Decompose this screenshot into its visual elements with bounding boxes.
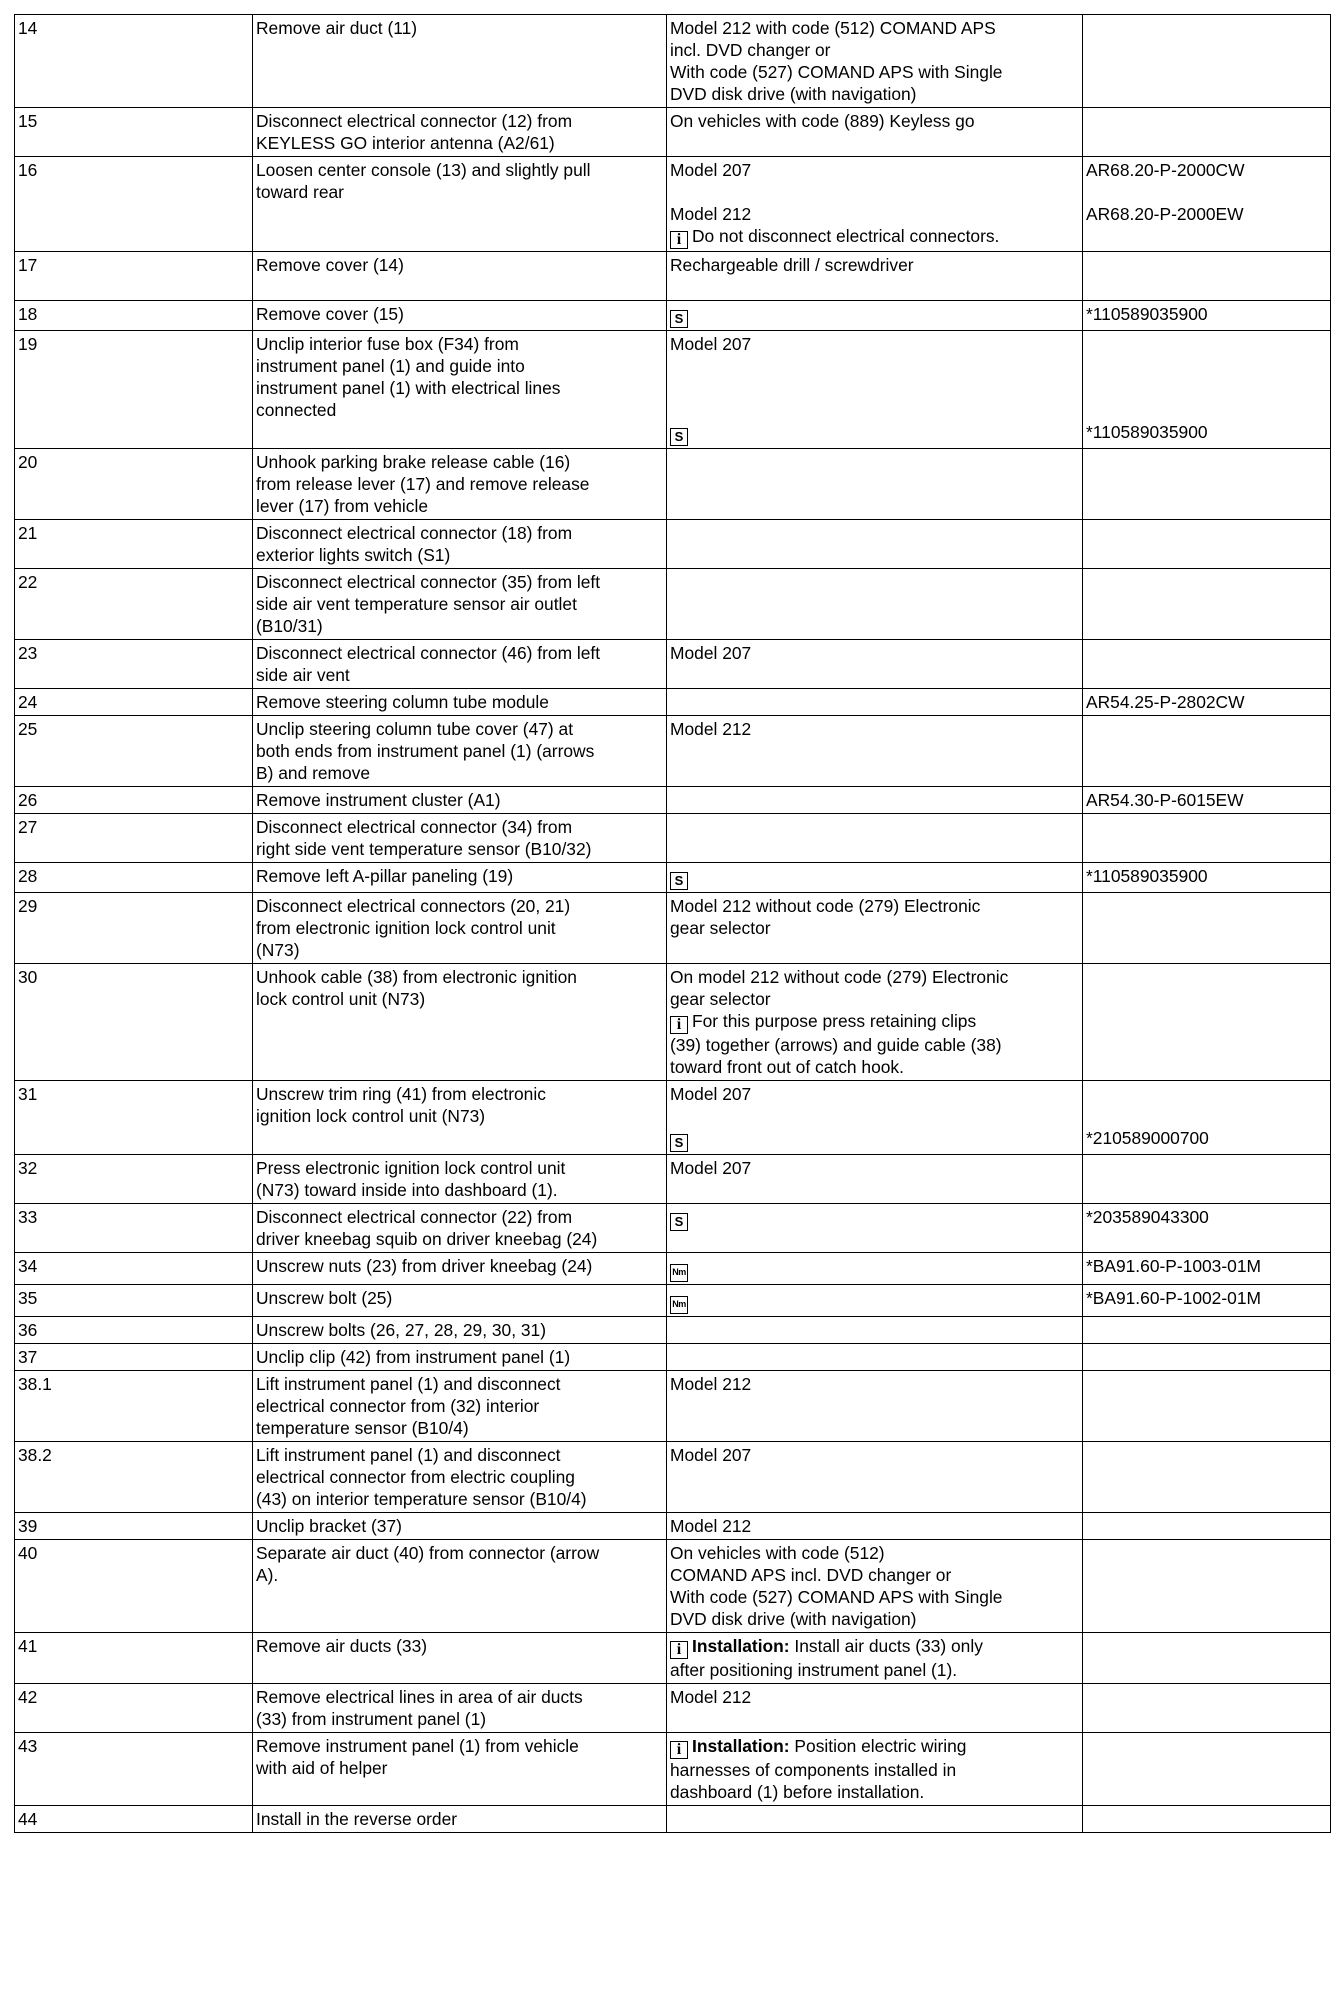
cell-line bbox=[670, 1206, 1079, 1231]
operation-line: side air vent temperature sensor air outlet bbox=[256, 594, 577, 614]
operation-cell bbox=[253, 640, 667, 689]
operation-cell bbox=[253, 1442, 667, 1513]
blank-line bbox=[1086, 377, 1327, 399]
note-cell bbox=[667, 1540, 1083, 1633]
note-cell bbox=[667, 716, 1083, 787]
note-cell bbox=[667, 1806, 1083, 1833]
reference-cell bbox=[1083, 1155, 1331, 1204]
operation-cell bbox=[253, 814, 667, 863]
operation-line: Remove electrical lines in area of air ducts bbox=[256, 1687, 583, 1707]
note-cell bbox=[667, 1442, 1083, 1513]
blank-line bbox=[670, 1105, 1079, 1127]
operation-line: Unhook parking brake release cable (16) bbox=[256, 452, 571, 472]
blank-line bbox=[1086, 355, 1327, 377]
table-row bbox=[15, 1806, 1331, 1833]
reference-cell bbox=[1083, 863, 1331, 893]
reference-cell bbox=[1083, 1285, 1331, 1317]
cell-line: AR54.30-P-6015EW bbox=[1086, 790, 1244, 810]
operation-cell bbox=[253, 1684, 667, 1733]
cell-line: *110589035900 bbox=[1086, 304, 1208, 324]
note-cell bbox=[667, 108, 1083, 157]
reference-cell bbox=[1083, 1442, 1331, 1513]
cell-line: incl. DVD changer or bbox=[670, 40, 831, 60]
operation-cell bbox=[253, 1371, 667, 1442]
step-number: 19 bbox=[15, 331, 253, 449]
note-cell bbox=[667, 1513, 1083, 1540]
operation-cell bbox=[253, 1733, 667, 1806]
table-row bbox=[15, 1442, 1331, 1513]
note-cell bbox=[667, 1344, 1083, 1371]
reference-cell bbox=[1083, 520, 1331, 569]
operation-line: (N73) toward inside into dashboard (1). bbox=[256, 1180, 558, 1200]
operation-cell bbox=[253, 863, 667, 893]
table-row bbox=[15, 1633, 1331, 1684]
reference-cell bbox=[1083, 1204, 1331, 1253]
procedure-rows bbox=[15, 15, 1331, 1833]
operation-line: (N73) bbox=[256, 940, 300, 960]
operation-line: Disconnect electrical connector (35) from left bbox=[256, 572, 601, 592]
note-cell bbox=[667, 252, 1083, 301]
reference-cell bbox=[1083, 1371, 1331, 1442]
blank-line bbox=[670, 377, 1079, 399]
special-tool-icon: S bbox=[670, 310, 688, 328]
operation-cell bbox=[253, 1204, 667, 1253]
cell-line: dashboard (1) before installation. bbox=[670, 1782, 925, 1802]
blank-line bbox=[1086, 399, 1327, 421]
cell-line: (39) together (arrows) and guide cable (38) bbox=[670, 1035, 1002, 1055]
cell-line: On vehicles with code (889) Keyless go bbox=[670, 111, 975, 131]
operation-cell bbox=[253, 252, 667, 301]
operation-cell bbox=[253, 1633, 667, 1684]
operation-cell bbox=[253, 1081, 667, 1155]
operation-line: ignition lock control unit (N73) bbox=[256, 1106, 486, 1126]
operation-line: A). bbox=[256, 1565, 279, 1585]
table-row bbox=[15, 1285, 1331, 1317]
operation-line: driver kneebag squib on driver kneebag (24) bbox=[256, 1229, 598, 1249]
note-cell bbox=[667, 1317, 1083, 1344]
table-row bbox=[15, 716, 1331, 787]
step-number: 35 bbox=[15, 1285, 253, 1317]
reference-cell bbox=[1083, 1081, 1331, 1155]
cell-line: *203589043300 bbox=[1086, 1207, 1209, 1227]
note-cell bbox=[667, 640, 1083, 689]
operation-cell bbox=[253, 1155, 667, 1204]
step-number: 39 bbox=[15, 1513, 253, 1540]
cell-line: DVD disk drive (with navigation) bbox=[670, 84, 917, 104]
table-row bbox=[15, 252, 1331, 301]
reference-cell bbox=[1083, 449, 1331, 520]
info-icon: i bbox=[670, 1641, 688, 1659]
reference-cell bbox=[1083, 252, 1331, 301]
operation-line: KEYLESS GO interior antenna (A2/61) bbox=[256, 133, 555, 153]
operation-line: Unclip steering column tube cover (47) at bbox=[256, 719, 574, 739]
reference-cell bbox=[1083, 964, 1331, 1081]
step-number: 38.1 bbox=[15, 1371, 253, 1442]
operation-cell bbox=[253, 1513, 667, 1540]
step-number: 38.2 bbox=[15, 1442, 253, 1513]
step-number: 21 bbox=[15, 520, 253, 569]
note-cell bbox=[667, 964, 1083, 1081]
reference-cell bbox=[1083, 1513, 1331, 1540]
step-number: 36 bbox=[15, 1317, 253, 1344]
step-number: 15 bbox=[15, 108, 253, 157]
operation-cell bbox=[253, 331, 667, 449]
operation-line: side air vent bbox=[256, 665, 350, 685]
step-number: 16 bbox=[15, 157, 253, 252]
operation-line: Lift instrument panel (1) and disconnect bbox=[256, 1374, 561, 1394]
operation-line: electrical connector from electric coupling bbox=[256, 1467, 575, 1487]
step-number: 26 bbox=[15, 787, 253, 814]
table-row bbox=[15, 814, 1331, 863]
operation-line: Unscrew trim ring (41) from electronic bbox=[256, 1084, 546, 1104]
operation-line: Remove cover (14) bbox=[256, 255, 404, 275]
cell-line bbox=[670, 1127, 1079, 1152]
note-cell bbox=[667, 689, 1083, 716]
operation-line: Unhook cable (38) from electronic ignition bbox=[256, 967, 577, 987]
note-cell bbox=[667, 787, 1083, 814]
note-cell bbox=[667, 1733, 1083, 1806]
cell-line: Model 207 bbox=[670, 334, 752, 354]
note-cell bbox=[667, 449, 1083, 520]
operation-line: (33) from instrument panel (1) bbox=[256, 1709, 487, 1729]
operation-cell bbox=[253, 893, 667, 964]
cell-line: i Installation: Install air ducts (33) only bbox=[670, 1635, 1079, 1659]
step-number: 23 bbox=[15, 640, 253, 689]
torque-icon: Nm bbox=[670, 1296, 688, 1314]
operation-line: Unclip clip (42) from instrument panel (1) bbox=[256, 1347, 571, 1367]
operation-line: from electronic ignition lock control unit bbox=[256, 918, 556, 938]
cell-line: i Do not disconnect electrical connectors. bbox=[670, 225, 1079, 249]
reference-cell bbox=[1083, 1317, 1331, 1344]
table-row bbox=[15, 1253, 1331, 1285]
table-row bbox=[15, 331, 1331, 449]
operation-line: Press electronic ignition lock control unit bbox=[256, 1158, 566, 1178]
note-cell bbox=[667, 520, 1083, 569]
note-cell bbox=[667, 893, 1083, 964]
step-number: 29 bbox=[15, 893, 253, 964]
blank-line bbox=[670, 399, 1079, 421]
table-row bbox=[15, 863, 1331, 893]
reference-cell bbox=[1083, 1633, 1331, 1684]
step-number: 31 bbox=[15, 1081, 253, 1155]
operation-line: Disconnect electrical connector (22) from bbox=[256, 1207, 573, 1227]
blank-line bbox=[1086, 1083, 1327, 1105]
operation-line: Loosen center console (13) and slightly pull bbox=[256, 160, 591, 180]
table-row bbox=[15, 640, 1331, 689]
operation-line: Remove steering column tube module bbox=[256, 692, 549, 712]
table-row bbox=[15, 1081, 1331, 1155]
blank-line bbox=[670, 276, 1079, 298]
cell-line bbox=[670, 1287, 1079, 1314]
table-row bbox=[15, 1684, 1331, 1733]
cell-line: With code (527) COMAND APS with Single bbox=[670, 62, 1003, 82]
cell-line: Model 207 bbox=[670, 643, 752, 663]
torque-icon: Nm bbox=[670, 1264, 688, 1282]
operation-line: Disconnect electrical connector (12) from bbox=[256, 111, 573, 131]
operation-line: Remove air duct (11) bbox=[256, 18, 418, 38]
procedure-table bbox=[14, 14, 1331, 1833]
blank-line bbox=[1086, 1105, 1327, 1127]
operation-cell bbox=[253, 1317, 667, 1344]
operation-line: electrical connector from (32) interior bbox=[256, 1396, 540, 1416]
cell-line bbox=[670, 421, 1079, 446]
cell-line: COMAND APS incl. DVD changer or bbox=[670, 1565, 952, 1585]
installation-label: Installation: bbox=[692, 1736, 790, 1756]
operation-line: Disconnect electrical connector (46) from left bbox=[256, 643, 601, 663]
table-row bbox=[15, 1155, 1331, 1204]
table-row bbox=[15, 1344, 1331, 1371]
step-number: 18 bbox=[15, 301, 253, 331]
operation-line: exterior lights switch (S1) bbox=[256, 545, 451, 565]
step-number: 25 bbox=[15, 716, 253, 787]
note-cell bbox=[667, 15, 1083, 108]
reference-cell bbox=[1083, 1733, 1331, 1806]
special-tool-icon: S bbox=[670, 428, 688, 446]
cell-line: Model 207 bbox=[670, 1158, 752, 1178]
operation-cell bbox=[253, 157, 667, 252]
operation-cell bbox=[253, 716, 667, 787]
table-row bbox=[15, 569, 1331, 640]
reference-cell bbox=[1083, 1344, 1331, 1371]
operation-cell bbox=[253, 689, 667, 716]
operation-cell bbox=[253, 1540, 667, 1633]
cell-line: Model 212 bbox=[670, 204, 752, 224]
table-row bbox=[15, 520, 1331, 569]
cell-line: Model 212 bbox=[670, 1516, 752, 1536]
cell-line: AR68.20-P-2000EW bbox=[1086, 204, 1244, 224]
operation-cell bbox=[253, 569, 667, 640]
note-cell bbox=[667, 1081, 1083, 1155]
reference-cell bbox=[1083, 569, 1331, 640]
note-cell bbox=[667, 1155, 1083, 1204]
note-cell bbox=[667, 1371, 1083, 1442]
step-number: 44 bbox=[15, 1806, 253, 1833]
operation-cell bbox=[253, 301, 667, 331]
reference-cell bbox=[1083, 640, 1331, 689]
reference-cell bbox=[1083, 1806, 1331, 1833]
note-cell bbox=[667, 1684, 1083, 1733]
cell-line: after positioning instrument panel (1). bbox=[670, 1660, 958, 1680]
cell-line: Model 212 with code (512) COMAND APS bbox=[670, 18, 996, 38]
cell-line: *BA91.60-P-1003-01M bbox=[1086, 1256, 1261, 1276]
cell-line: Model 212 without code (279) Electronic bbox=[670, 896, 981, 916]
step-number: 41 bbox=[15, 1633, 253, 1684]
operation-cell bbox=[253, 787, 667, 814]
operation-line: with aid of helper bbox=[256, 1758, 388, 1778]
operation-line: Unscrew bolts (26, 27, 28, 29, 30, 31) bbox=[256, 1320, 547, 1340]
cell-line: Model 212 bbox=[670, 719, 752, 739]
operation-cell bbox=[253, 1806, 667, 1833]
cell-line: toward front out of catch hook. bbox=[670, 1057, 904, 1077]
cell-line bbox=[670, 865, 1079, 890]
cell-line: gear selector bbox=[670, 918, 771, 938]
step-number: 43 bbox=[15, 1733, 253, 1806]
table-row bbox=[15, 108, 1331, 157]
note-cell bbox=[667, 1285, 1083, 1317]
operation-line: lever (17) from vehicle bbox=[256, 496, 429, 516]
blank-line bbox=[1086, 333, 1327, 355]
step-number: 30 bbox=[15, 964, 253, 1081]
operation-line: Remove cover (15) bbox=[256, 304, 404, 324]
cell-line: AR68.20-P-2000CW bbox=[1086, 160, 1245, 180]
cell-line bbox=[670, 303, 1079, 328]
table-row bbox=[15, 1204, 1331, 1253]
installation-label: Installation: bbox=[692, 1636, 790, 1656]
reference-cell bbox=[1083, 893, 1331, 964]
operation-line: instrument panel (1) with electrical lines bbox=[256, 378, 561, 398]
special-tool-icon: S bbox=[670, 872, 688, 890]
step-number: 14 bbox=[15, 15, 253, 108]
cell-line: harnesses of components installed in bbox=[670, 1760, 957, 1780]
cell-line: *110589035900 bbox=[1086, 422, 1208, 442]
operation-line: B) and remove bbox=[256, 763, 371, 783]
reference-cell bbox=[1083, 331, 1331, 449]
table-row bbox=[15, 964, 1331, 1081]
cell-line: Model 212 bbox=[670, 1687, 752, 1707]
cell-line: Model 207 bbox=[670, 1084, 752, 1104]
info-icon: i bbox=[670, 1741, 688, 1759]
note-cell bbox=[667, 1633, 1083, 1684]
cell-line: With code (527) COMAND APS with Single bbox=[670, 1587, 1003, 1607]
operation-cell bbox=[253, 964, 667, 1081]
note-cell bbox=[667, 814, 1083, 863]
blank-line bbox=[670, 181, 1079, 203]
step-number: 40 bbox=[15, 1540, 253, 1633]
note-cell bbox=[667, 331, 1083, 449]
step-number: 33 bbox=[15, 1204, 253, 1253]
operation-line: both ends from instrument panel (1) (arrows bbox=[256, 741, 595, 761]
step-number: 17 bbox=[15, 252, 253, 301]
cell-line bbox=[670, 1255, 1079, 1282]
reference-cell bbox=[1083, 108, 1331, 157]
operation-line: instrument panel (1) and guide into bbox=[256, 356, 525, 376]
info-icon: i bbox=[670, 231, 688, 249]
cell-line: On model 212 without code (279) Electronic bbox=[670, 967, 1009, 987]
operation-line: Remove left A-pillar paneling (19) bbox=[256, 866, 514, 886]
reference-cell bbox=[1083, 787, 1331, 814]
table-row bbox=[15, 157, 1331, 252]
table-row bbox=[15, 15, 1331, 108]
cell-line: DVD disk drive (with navigation) bbox=[670, 1609, 917, 1629]
operation-cell bbox=[253, 520, 667, 569]
note-cell bbox=[667, 863, 1083, 893]
reference-cell bbox=[1083, 689, 1331, 716]
operation-cell bbox=[253, 15, 667, 108]
reference-cell bbox=[1083, 716, 1331, 787]
operation-line: Remove instrument panel (1) from vehicle bbox=[256, 1736, 579, 1756]
table-row bbox=[15, 1540, 1331, 1633]
cell-line: gear selector bbox=[670, 989, 771, 1009]
table-row bbox=[15, 689, 1331, 716]
operation-line: (43) on interior temperature sensor (B10/4) bbox=[256, 1489, 587, 1509]
cell-line: Model 207 bbox=[670, 160, 752, 180]
operation-line: Disconnect electrical connector (18) from bbox=[256, 523, 573, 543]
reference-cell bbox=[1083, 814, 1331, 863]
reference-cell bbox=[1083, 15, 1331, 108]
step-number: 42 bbox=[15, 1684, 253, 1733]
reference-cell bbox=[1083, 157, 1331, 252]
step-number: 24 bbox=[15, 689, 253, 716]
operation-line: Unclip interior fuse box (F34) from bbox=[256, 334, 519, 354]
table-row bbox=[15, 1317, 1331, 1344]
reference-cell bbox=[1083, 301, 1331, 331]
step-number: 32 bbox=[15, 1155, 253, 1204]
special-tool-icon: S bbox=[670, 1134, 688, 1152]
operation-line: Unclip bracket (37) bbox=[256, 1516, 402, 1536]
reference-cell bbox=[1083, 1253, 1331, 1285]
table-row bbox=[15, 301, 1331, 331]
note-cell bbox=[667, 1204, 1083, 1253]
operation-line: Remove instrument cluster (A1) bbox=[256, 790, 501, 810]
operation-line: toward rear bbox=[256, 182, 344, 202]
reference-cell bbox=[1083, 1684, 1331, 1733]
cell-line: i Installation: Position electric wiring bbox=[670, 1735, 1079, 1759]
operation-line: Lift instrument panel (1) and disconnect bbox=[256, 1445, 561, 1465]
step-number: 22 bbox=[15, 569, 253, 640]
step-number: 37 bbox=[15, 1344, 253, 1371]
operation-line: Separate air duct (40) from connector (arrow bbox=[256, 1543, 600, 1563]
operation-line: Disconnect electrical connectors (20, 21) bbox=[256, 896, 571, 916]
operation-line: from release lever (17) and remove release bbox=[256, 474, 590, 494]
operation-line: temperature sensor (B10/4) bbox=[256, 1418, 469, 1438]
step-number: 28 bbox=[15, 863, 253, 893]
operation-line: Disconnect electrical connector (34) from bbox=[256, 817, 573, 837]
operation-cell bbox=[253, 1285, 667, 1317]
operation-line: connected bbox=[256, 400, 337, 420]
operation-line: right side vent temperature sensor (B10/32) bbox=[256, 839, 592, 859]
note-cell bbox=[667, 301, 1083, 331]
note-cell bbox=[667, 157, 1083, 252]
operation-line: Install in the reverse order bbox=[256, 1809, 458, 1829]
table-row bbox=[15, 1513, 1331, 1540]
cell-line: *210589000700 bbox=[1086, 1128, 1209, 1148]
operation-cell bbox=[253, 1253, 667, 1285]
table-row bbox=[15, 893, 1331, 964]
cell-line: On vehicles with code (512) bbox=[670, 1543, 885, 1563]
blank-line bbox=[670, 355, 1079, 377]
operation-cell bbox=[253, 449, 667, 520]
cell-line: AR54.25-P-2802CW bbox=[1086, 692, 1245, 712]
table-row bbox=[15, 1733, 1331, 1806]
special-tool-icon: S bbox=[670, 1213, 688, 1231]
info-icon: i bbox=[670, 1016, 688, 1034]
table-row bbox=[15, 449, 1331, 520]
operation-cell bbox=[253, 108, 667, 157]
cell-line: Rechargeable drill / screwdriver bbox=[670, 255, 914, 275]
operation-line: Unscrew nuts (23) from driver kneebag (24) bbox=[256, 1256, 593, 1276]
table-row bbox=[15, 787, 1331, 814]
cell-line: Model 207 bbox=[670, 1445, 752, 1465]
operation-line: (B10/31) bbox=[256, 616, 323, 636]
note-cell bbox=[667, 569, 1083, 640]
blank-line bbox=[1086, 181, 1327, 203]
step-number: 20 bbox=[15, 449, 253, 520]
cell-line: *110589035900 bbox=[1086, 866, 1208, 886]
operation-line: Remove air ducts (33) bbox=[256, 1636, 428, 1656]
operation-line: lock control unit (N73) bbox=[256, 989, 426, 1009]
reference-cell bbox=[1083, 1540, 1331, 1633]
cell-line: Model 212 bbox=[670, 1374, 752, 1394]
cell-line: i For this purpose press retaining clips bbox=[670, 1010, 1079, 1034]
step-number: 34 bbox=[15, 1253, 253, 1285]
table-row bbox=[15, 1371, 1331, 1442]
operation-line: Unscrew bolt (25) bbox=[256, 1288, 393, 1308]
step-number: 27 bbox=[15, 814, 253, 863]
cell-line: *BA91.60-P-1002-01M bbox=[1086, 1288, 1261, 1308]
operation-cell bbox=[253, 1344, 667, 1371]
note-cell bbox=[667, 1253, 1083, 1285]
